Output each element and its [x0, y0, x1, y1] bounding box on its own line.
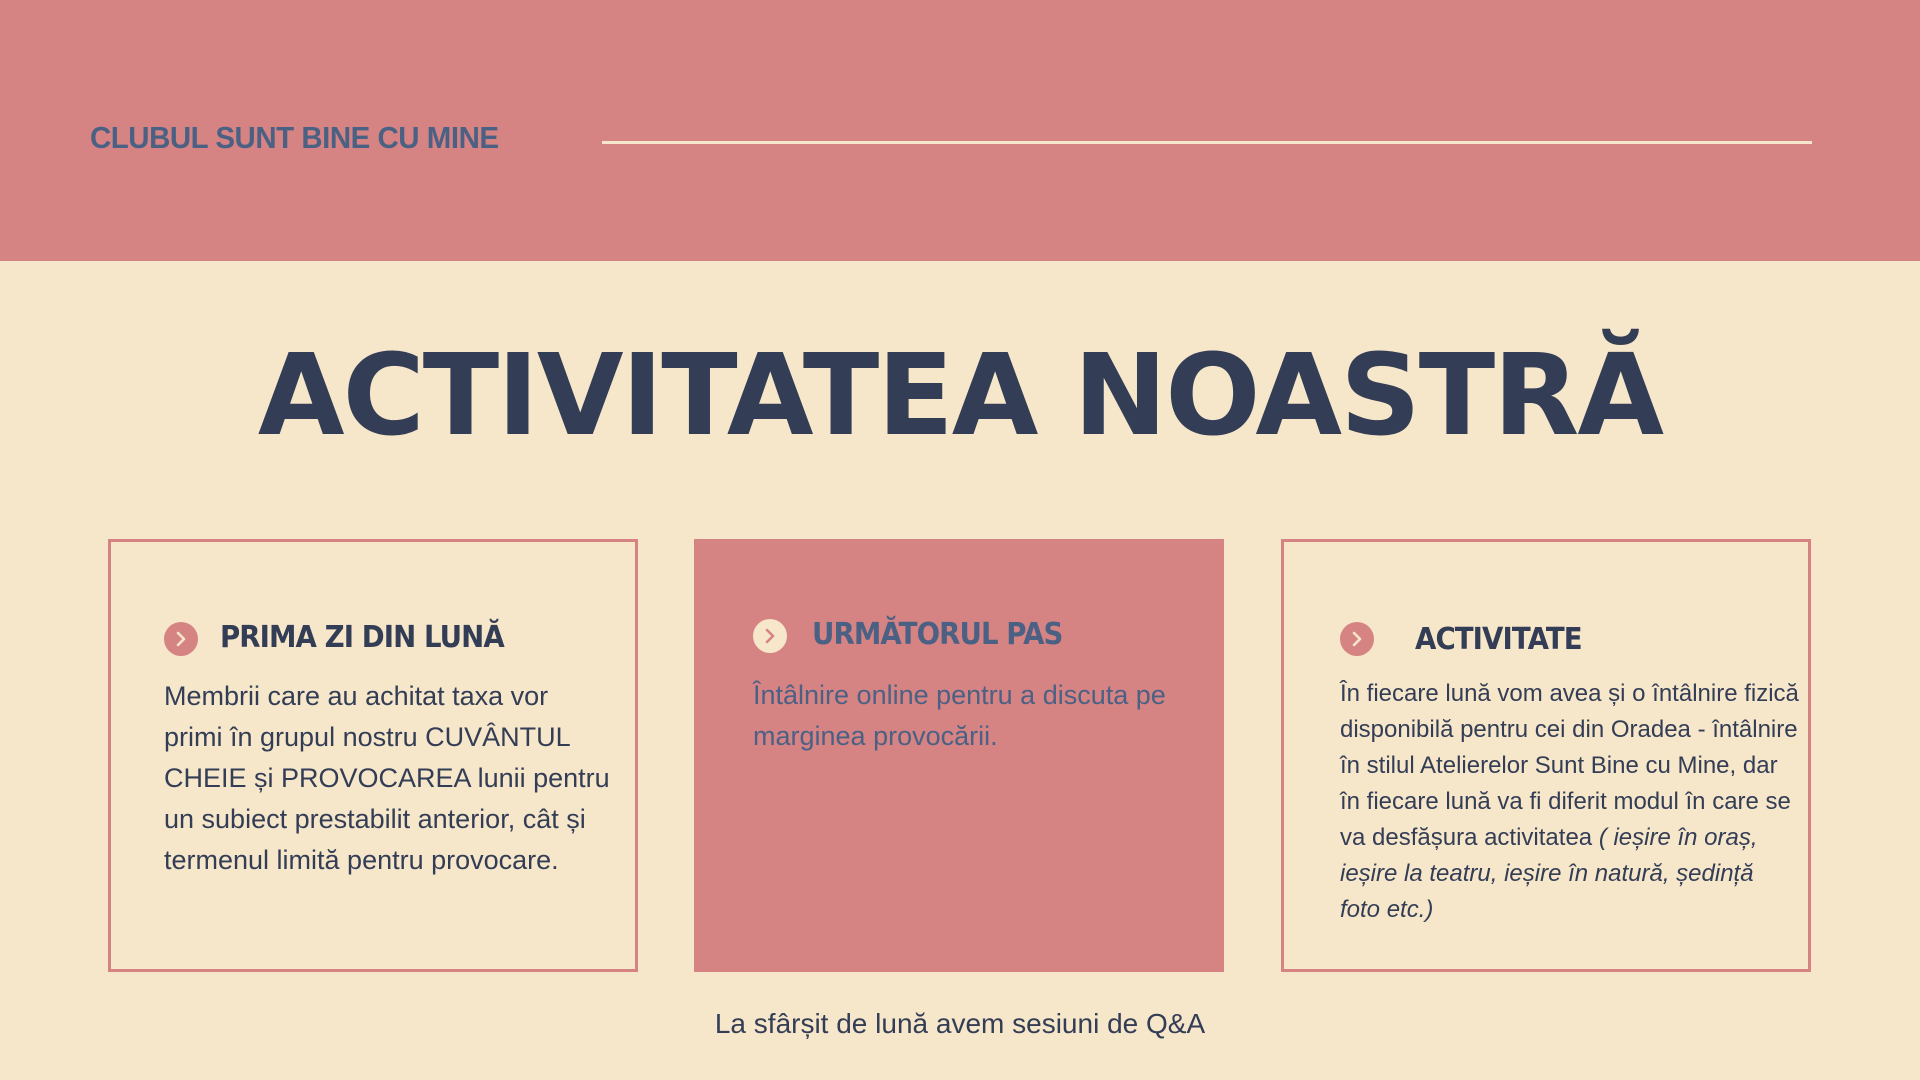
card-text: Membrii care au achitat taxa vor primi în grupul nostru CUVÂNTUL CHEIE și PROVOCAREA lunii pentru un subiect prestabilit anterior, cât și termenul limită pentru provocare.: [164, 681, 610, 875]
card-header: [694, 615, 1224, 655]
card-prima-zi: [108, 539, 638, 972]
chevron-right-icon: [1340, 622, 1374, 656]
card-text-italic: ( ieșire în oraș, ieșire la teatru, ieșire în natură, ședință foto etc.): [1340, 824, 1758, 923]
card-header: [111, 618, 635, 658]
page-title: ACTIVITATEA NOASTRĂ: [257, 331, 1663, 461]
card-text-regular: În fiecare lună vom avea și o întâlnire fizică disponibilă pentru cei din Oradea - întâlnire în stilul Atelierelor Sunt Bine cu Mine, dar în fiecare lună va fi diferit modul în care se va desfășura activitatea: [1340, 680, 1799, 851]
card-activitate: [1281, 539, 1811, 972]
card-title: PRIMA ZI DIN LUNĂ: [220, 620, 504, 655]
card-title: ACTIVITATE: [1415, 622, 1582, 657]
card-text: Întâlnire online pentru a discuta pe marginea provocării.: [753, 680, 1166, 751]
card-text: [1340, 676, 1800, 928]
chevron-right-icon: [164, 622, 198, 656]
header-banner: [0, 0, 1920, 261]
card-header: [1284, 618, 1808, 658]
club-name: CLUBUL SUNT BINE CU MINE: [90, 120, 499, 155]
chevron-right-icon: [753, 619, 787, 653]
footer-note: La sfârșit de lună avem sesiuni de Q&A: [714, 1008, 1206, 1039]
card-urmatorul-pas: [694, 539, 1224, 972]
header-divider: [602, 141, 1812, 144]
card-title: URMĂTORUL PAS: [812, 617, 1063, 652]
